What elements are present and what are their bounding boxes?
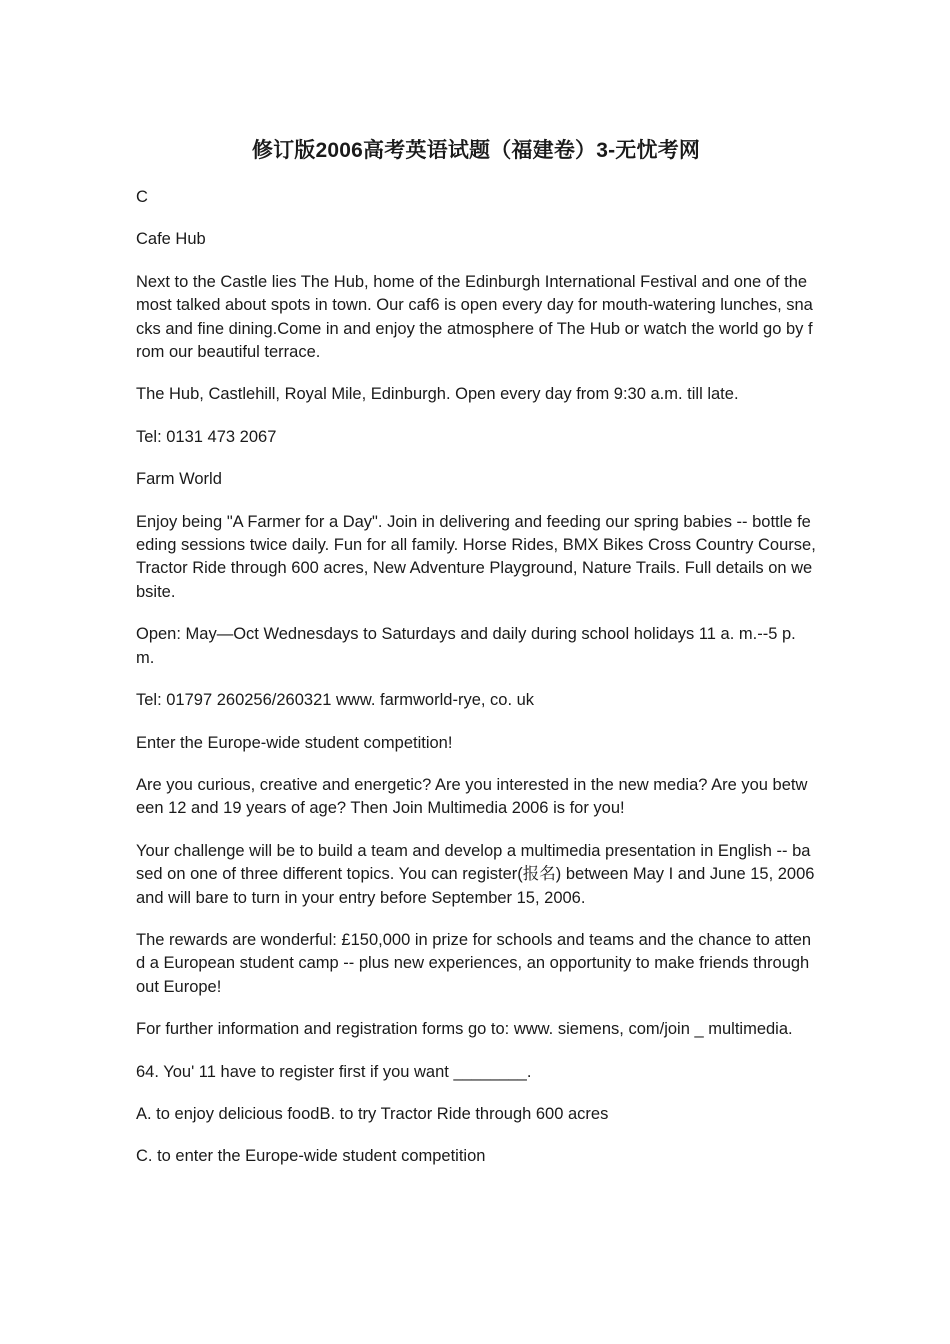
competition-info: For further information and registration forms go to: www. siemens, com/join _ multimedia. bbox=[136, 1020, 793, 1039]
cafe-hub-description: Next to the Castle lies The Hub, home of the Edinburgh International Festival and one of the most talked about spots in town. Our caf6 is open every day for mouth-watering lunches, snacks and fine dining.Come in and enjoy the atmosphere of The Hub or watch the world go by from our beautiful terrace. bbox=[136, 272, 813, 362]
competition-intro: Are you curious, creative and energetic? Are you interested in the new media? Are you between 12 and 19 years of age? Then Join Multimedia 2006 is for you! bbox=[136, 775, 808, 818]
ad-heading-cafe-hub: Cafe Hub bbox=[136, 230, 206, 249]
cafe-hub-phone: Tel: 0131 473 2067 bbox=[136, 427, 277, 446]
question-64-options-a-b: A. to enjoy delicious foodB. to try Tractor Ride through 600 acres bbox=[136, 1104, 609, 1123]
competition-challenge: Your challenge will be to build a team and develop a multimedia presentation in English -- based on one of three different topics. You can register(报名) between May I and June 15, 2006 and will bare to turn in your entry before September 15, 2006. bbox=[136, 841, 815, 907]
document-title: 修订版2006高考英语试题（福建卷）3-无忧考网 bbox=[251, 139, 701, 162]
question-64: 64. You' 11 have to register first if you want ________. bbox=[136, 1062, 532, 1081]
ad-heading-competition: Enter the Europe-wide student competition! bbox=[136, 733, 453, 752]
cafe-hub-address: The Hub, Castlehill, Royal Mile, Edinburgh. Open every day from 9:30 a.m. till late. bbox=[136, 385, 739, 404]
question-64-option-c: C. to enter the Europe-wide student competition bbox=[136, 1147, 486, 1166]
farm-world-hours: Open: May—Oct Wednesdays to Saturdays and daily during school holidays 11 a. m.--5 p. m. bbox=[136, 625, 796, 667]
farm-world-description: Enjoy being "A Farmer for a Day". Join in delivering and feeding our spring babies -- bottle feeding sessions twice daily. Fun for all family. Horse Rides, BMX Bikes Cross Country Course, Tractor Ride through 600 acres, New Adventure Playground, Nature Trails. Full details on website. bbox=[136, 512, 816, 601]
competition-rewards: The rewards are wonderful: £150,000 in prize for schools and teams and the chance to attend a European student camp -- plus new experiences, an opportunity to make friends throughout Europe! bbox=[136, 930, 812, 996]
ad-heading-farm-world: Farm World bbox=[136, 470, 222, 489]
document-body bbox=[136, 186, 816, 1188]
farm-world-contact: Tel: 01797 260256/260321 www. farmworld-rye, co. uk bbox=[136, 691, 535, 710]
section-letter: C bbox=[136, 188, 148, 206]
